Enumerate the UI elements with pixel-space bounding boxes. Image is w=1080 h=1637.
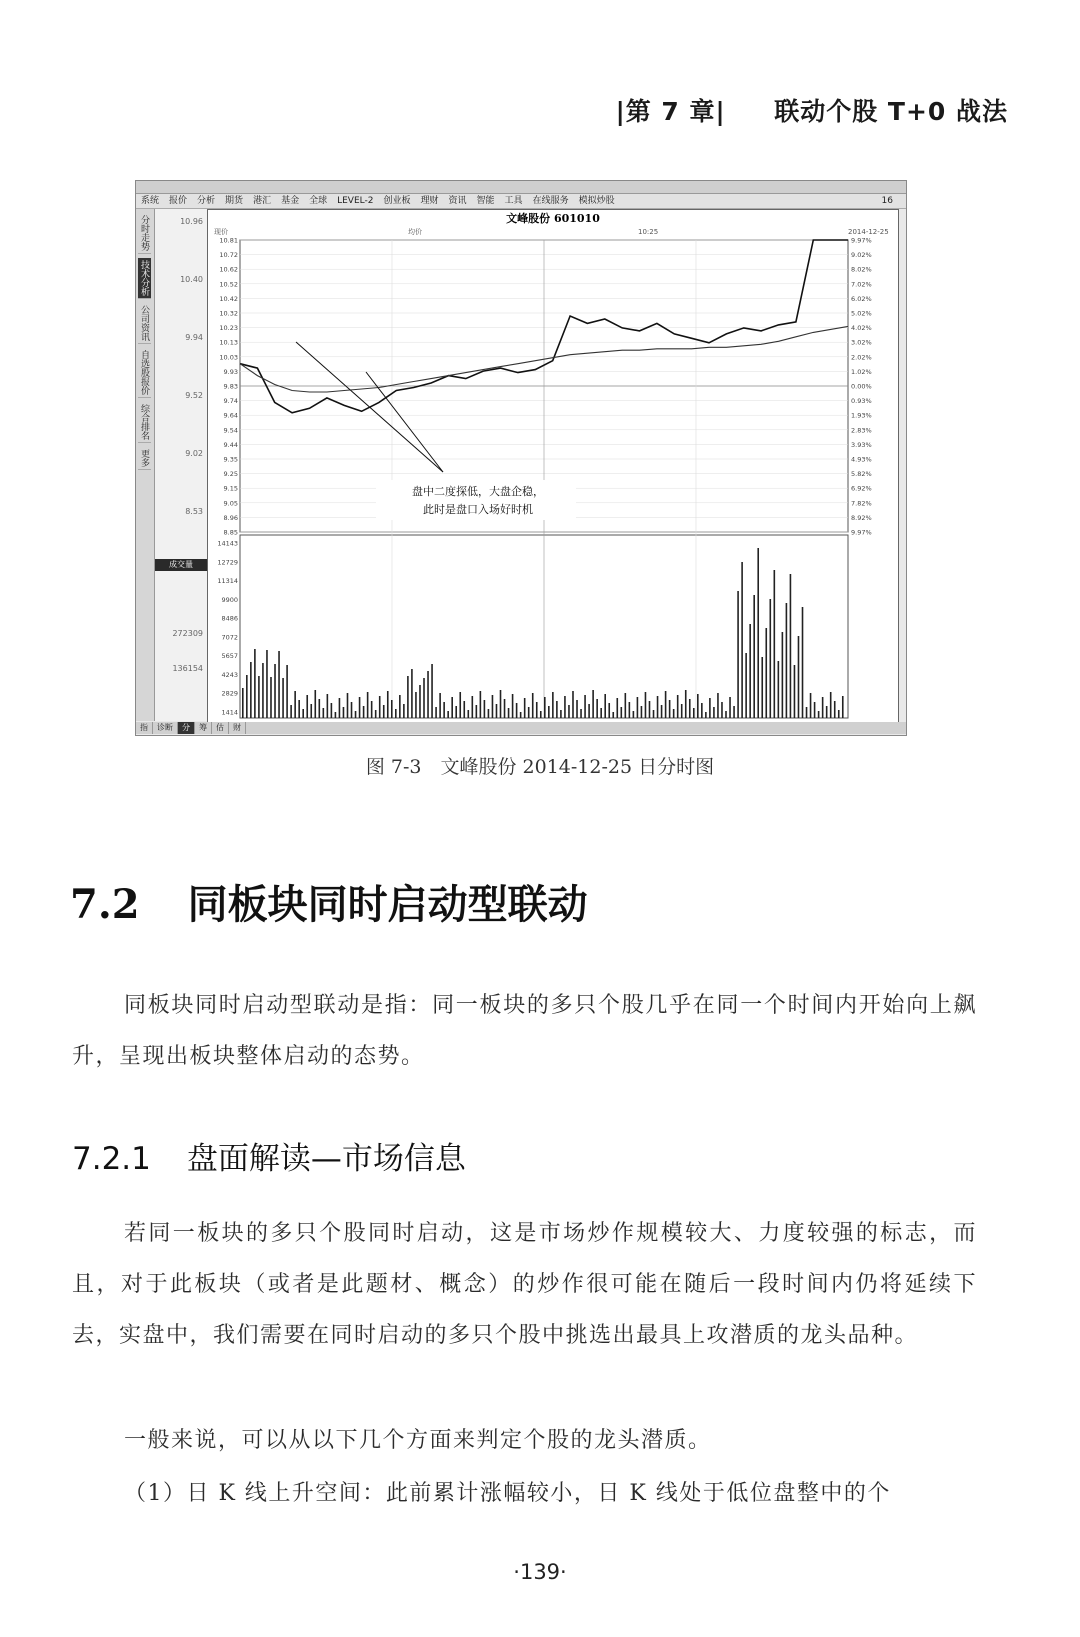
price-tick-label: 9.64 <box>223 411 238 420</box>
bottom-tab[interactable]: 估 <box>212 722 229 734</box>
price-tick-label: 9.35 <box>223 455 238 464</box>
volume-bar <box>310 704 312 718</box>
volume-bar <box>512 694 514 718</box>
menu-item[interactable]: 在线服务 <box>532 196 569 206</box>
volume-bar <box>327 694 329 718</box>
pct-tick-label: 4.93% <box>851 455 872 464</box>
pct-tick-label: 5.82% <box>851 470 872 479</box>
volume-bar <box>258 676 260 718</box>
volume-bar <box>697 694 699 718</box>
volume-bar <box>246 675 248 718</box>
volume-bar <box>302 709 304 718</box>
volume-bar <box>616 698 618 718</box>
volume-bar <box>298 700 300 718</box>
volume-bar <box>463 701 465 718</box>
volume-bar <box>371 701 373 718</box>
volume-bar <box>476 705 478 718</box>
volume-bar <box>681 704 683 718</box>
volume-bar <box>484 700 486 718</box>
volume-bar <box>496 704 498 718</box>
volume-bar <box>492 695 494 718</box>
pct-tick-label: 9.97% <box>851 528 872 537</box>
price-tick-label: 9.15 <box>223 484 238 493</box>
volume-bar <box>649 701 651 718</box>
volume-bar <box>270 677 272 718</box>
volume-tick-label: 4243 <box>221 670 238 679</box>
volume-bar <box>403 704 405 718</box>
volume-bar <box>560 710 562 718</box>
volume-bar <box>532 693 534 718</box>
volume-bar <box>838 710 840 718</box>
volume-bar <box>552 692 554 718</box>
bottom-tab[interactable]: 财 <box>229 722 246 734</box>
volume-bar <box>431 664 433 718</box>
volume-bar <box>500 690 502 718</box>
avg-header-label: 均价 <box>408 228 422 236</box>
volume-bar <box>343 707 345 718</box>
menu-item[interactable]: 报价 <box>169 196 188 206</box>
volume-bar <box>443 702 445 718</box>
volume-bar <box>335 712 337 718</box>
volume-bar <box>641 706 643 718</box>
volume-bar <box>818 711 820 718</box>
volume-bar <box>834 701 836 718</box>
menu-item[interactable]: 工具 <box>504 196 523 206</box>
price-tick-label: 8.96 <box>223 513 238 522</box>
paragraph-1: 同板块同时启动型联动是指：同一板块的多只个股几乎在同一个时间内开始向上飙升，呈现出板块整体启动的态势。 <box>72 993 977 1069</box>
menu-bar <box>136 194 906 209</box>
volume-bar <box>351 702 353 718</box>
section-number: 7.2 <box>70 881 140 928</box>
menu-item[interactable]: 全球 <box>309 196 328 206</box>
volume-bar <box>294 691 296 718</box>
volume-bar <box>447 711 449 718</box>
price-tick-label: 9.44 <box>223 440 238 449</box>
volume-tick-label: 8486 <box>221 614 238 623</box>
volume-bar <box>822 697 824 718</box>
price-tick-label: 9.25 <box>223 470 238 479</box>
left-volume-label: 272309 <box>172 629 203 638</box>
volume-bar <box>753 595 755 718</box>
volume-tick-label: 11314 <box>217 577 238 586</box>
volume-bar <box>455 706 457 718</box>
volume-bar <box>282 678 284 718</box>
subsection-heading <box>72 1133 466 1178</box>
volume-bar <box>677 695 679 718</box>
volume-tick-label: 5657 <box>221 652 238 661</box>
volume-bar <box>435 707 437 718</box>
volume-bar <box>693 708 695 718</box>
volume-bar <box>572 691 574 718</box>
volume-bar <box>375 710 377 718</box>
price-tick-label: 9.54 <box>223 426 238 435</box>
subsection-title: 盘面解读—市场信息 <box>186 1141 466 1177</box>
volume-bar <box>757 548 759 718</box>
time-header-label: 10:25 <box>638 228 659 236</box>
volume-bar <box>367 692 369 718</box>
pct-tick-label: 9.97% <box>851 236 872 245</box>
volume-bar <box>504 699 506 718</box>
volume-bar <box>290 705 292 718</box>
pct-tick-label: 2.02% <box>851 353 872 362</box>
pct-tick-label: 6.02% <box>851 294 872 303</box>
menu-item[interactable]: 分析 <box>197 196 216 206</box>
left-axis-panel <box>155 209 207 721</box>
volume-bar <box>576 700 578 718</box>
volume-bar <box>319 699 321 718</box>
volume-bar <box>657 696 659 718</box>
volume-bar <box>709 698 711 718</box>
volume-bar <box>524 698 526 718</box>
volume-bar <box>733 706 735 718</box>
volume-bar <box>488 709 490 718</box>
volume-bar <box>419 685 421 718</box>
volume-bar <box>314 690 316 718</box>
left-axis-label: 8.53 <box>185 507 203 516</box>
volume-bar <box>596 699 598 718</box>
volume-bar <box>407 676 409 718</box>
left-volume-label: 136154 <box>172 664 203 673</box>
volume-bar <box>363 706 365 718</box>
paragraph-4: （1）日 K 线上升空间：此前累计涨幅较小，日 K 线处于低位盘整中的个 <box>124 1481 891 1506</box>
volume-bar <box>331 703 333 718</box>
volume-bar <box>411 669 413 718</box>
price-tick-label: 9.93 <box>223 367 238 376</box>
volume-tick-label: 1414 <box>221 708 238 717</box>
volume-bar <box>254 649 256 718</box>
volume-bar <box>347 693 349 718</box>
window-title-bar <box>136 181 906 194</box>
pct-tick-label: 2.83% <box>851 426 872 435</box>
annotation-text-line2: 此时是盘口入场好时机 <box>423 503 533 516</box>
volume-bar <box>383 705 385 718</box>
volume-bar <box>713 707 715 718</box>
side-tabs <box>136 209 155 721</box>
price-tick-label: 9.74 <box>223 397 238 406</box>
volume-bar <box>568 705 570 718</box>
volume-bar <box>250 662 252 718</box>
running-header <box>616 92 1008 128</box>
pct-tick-label: 9.02% <box>851 251 872 260</box>
price-tick-label: 10.13 <box>219 338 238 347</box>
volume-bar <box>774 570 776 718</box>
annotation-arrow <box>366 372 443 472</box>
chart-svg <box>208 210 898 722</box>
volume-tick-label: 14143 <box>217 539 238 548</box>
volume-bar <box>778 661 780 718</box>
menu-item[interactable]: 港汇 <box>253 196 272 206</box>
bottom-tab[interactable]: 诊断 <box>153 722 178 734</box>
pct-tick-label: 3.02% <box>851 338 872 347</box>
price-tick-label: 10.81 <box>219 236 238 245</box>
volume-bar <box>536 702 538 718</box>
volume-bar <box>262 663 264 718</box>
volume-bar <box>685 690 687 718</box>
volume-bar <box>548 706 550 718</box>
price-tick-label: 9.05 <box>223 499 238 508</box>
volume-bar <box>653 710 655 718</box>
volume-bar <box>621 707 623 718</box>
chapter-label: |第 7 章| <box>615 97 726 126</box>
volume-bar <box>629 702 631 718</box>
pct-tick-label: 3.93% <box>851 440 872 449</box>
volume-bar <box>741 562 743 718</box>
volume-bar <box>423 678 425 718</box>
volume-bar <box>278 651 280 718</box>
volume-bar <box>379 696 381 718</box>
volume-bar <box>749 624 751 718</box>
volume-bar <box>782 632 784 718</box>
pct-tick-label: 7.02% <box>851 280 872 289</box>
volume-bar <box>564 696 566 718</box>
price-tick-label: 10.42 <box>219 294 238 303</box>
paragraph-3: 一般来说，可以从以下几个方面来判定个股的龙头潜质。 <box>124 1428 712 1453</box>
menu-item[interactable]: 系统 <box>141 196 160 206</box>
pct-tick-label: 4.02% <box>851 324 872 333</box>
menu-item[interactable]: LEVEL-2 <box>337 196 374 206</box>
volume-bar <box>286 665 288 718</box>
volume-bar <box>544 697 546 718</box>
volume-bar <box>540 711 542 718</box>
price-tick-label: 10.32 <box>219 309 238 318</box>
volume-bar <box>274 664 276 718</box>
menu-item[interactable]: 创业板 <box>383 196 411 206</box>
pct-tick-label: 8.92% <box>851 513 872 522</box>
menu-item[interactable]: 资讯 <box>448 196 467 206</box>
volume-bar <box>721 702 723 718</box>
volume-bar <box>399 695 401 718</box>
pct-tick-label: 8.02% <box>851 265 872 274</box>
price-tick-label: 10.03 <box>219 353 238 362</box>
bottom-tab[interactable]: 分 <box>178 722 195 734</box>
volume-bar <box>802 607 804 718</box>
volume-bar <box>661 705 663 718</box>
volume-bar <box>830 692 832 718</box>
pct-tick-label: 1.02% <box>851 367 872 376</box>
menu-item[interactable]: 基金 <box>281 196 300 206</box>
page-number: ·139· <box>513 1560 567 1584</box>
volume-bar <box>451 697 453 718</box>
side-tab[interactable]: 技术分析 <box>138 258 151 299</box>
price-tick-label: 10.23 <box>219 324 238 333</box>
volume-bar <box>415 692 417 718</box>
price-tick-label: 9.83 <box>223 382 238 391</box>
bottom-tab[interactable]: 筹 <box>195 722 212 734</box>
left-axis-label: 9.02 <box>185 449 203 458</box>
volume-bar <box>761 657 763 718</box>
chart-stock-title: 文峰股份 601010 <box>506 212 600 225</box>
volume-bar <box>717 693 719 718</box>
volume-bar <box>806 707 808 718</box>
volume-bar <box>798 636 800 718</box>
volume-bar <box>625 693 627 718</box>
volume-bar <box>459 692 461 718</box>
volume-bar <box>814 702 816 718</box>
subsection-number: 7.2.1 <box>72 1141 151 1177</box>
volume-tick-label: 2829 <box>221 689 238 698</box>
volume-bar <box>729 697 731 718</box>
pct-tick-label: 0.00% <box>851 382 872 391</box>
volume-bar <box>645 692 647 718</box>
menu-item[interactable]: 期货 <box>225 196 244 206</box>
side-tab[interactable]: 综合排名 <box>138 402 151 443</box>
volume-bar <box>701 703 703 718</box>
volume-bar <box>637 697 639 718</box>
volume-bar <box>266 650 268 718</box>
section-title: 同板块同时启动型联动 <box>187 881 588 928</box>
side-tab[interactable]: 公司资讯 <box>138 303 151 344</box>
volume-bar <box>826 706 828 718</box>
left-axis-label: 9.52 <box>185 391 203 400</box>
volume-bar <box>673 709 675 718</box>
volume-bar <box>520 712 522 718</box>
chart-area <box>207 209 899 723</box>
menu-item[interactable]: 模拟炒股 <box>578 196 615 206</box>
volume-bar <box>391 700 393 718</box>
volume-bar <box>323 708 325 718</box>
side-tab[interactable]: 更多 <box>138 447 151 470</box>
volume-bar <box>584 695 586 718</box>
left-axis-label: 10.40 <box>180 275 203 284</box>
volume-bar <box>612 712 614 718</box>
volume-bar <box>439 693 441 718</box>
volume-bar <box>604 694 606 718</box>
volume-bar <box>765 628 767 718</box>
volume-bar <box>600 708 602 718</box>
volume-tick-label: 9900 <box>221 595 238 604</box>
volume-bar <box>480 691 482 718</box>
volume-bar <box>580 709 582 718</box>
volume-bar <box>794 665 796 718</box>
volume-bar <box>737 591 739 718</box>
bottom-tab[interactable]: 指 <box>136 722 153 734</box>
pct-tick-label: 0.93% <box>851 397 872 406</box>
pct-tick-label: 1.93% <box>851 411 872 420</box>
volume-bar <box>608 703 610 718</box>
volume-bar <box>745 653 747 718</box>
price-header-label: 现价 <box>214 228 228 236</box>
volume-bar <box>769 599 771 718</box>
volume-bar <box>705 712 707 718</box>
side-tab[interactable]: 自选股报价 <box>138 348 151 398</box>
volume-bar <box>516 703 518 718</box>
price-tick-label: 8.85 <box>223 528 238 537</box>
volume-bar <box>556 701 558 718</box>
volume-bar <box>359 697 361 718</box>
volume-bar <box>339 698 341 718</box>
volume-bar <box>355 711 357 718</box>
paragraph-2: 若同一板块的多只个股同时启动，这是市场炒作规模较大、力度较强的标志，而且，对于此板块（或者是此题材、概念）的炒作很可能在随后一段时间内仍将延续下去，实盘中，我们需要在同时启动的多只个股中挑选出最具上攻潜质的龙头品种。 <box>72 1221 977 1348</box>
pct-tick-label: 7.82% <box>851 499 872 508</box>
annotation-arrow <box>296 342 443 472</box>
volume-bar <box>395 709 397 718</box>
pct-tick-label: 5.02% <box>851 309 872 318</box>
volume-bar <box>427 671 429 718</box>
volume-bar <box>689 699 691 718</box>
left-axis-label: 10.96 <box>180 217 203 226</box>
annotation-text-line1: 盘中二度探低，大盘企稳， <box>412 485 544 498</box>
bottom-tab-bar <box>136 722 906 734</box>
date-label: 2014-12-25 <box>848 228 889 236</box>
volume-bar <box>508 708 510 718</box>
volume-bar <box>306 695 308 718</box>
volume-bar <box>786 603 788 718</box>
menu-item[interactable]: 理财 <box>420 196 439 206</box>
volume-bar <box>633 711 635 718</box>
volume-bar <box>387 691 389 718</box>
volume-tick-label: 7072 <box>221 633 238 642</box>
section-heading <box>70 873 588 930</box>
volume-bar <box>665 691 667 718</box>
volume-label: 成交量 <box>155 559 207 571</box>
left-axis-label: 9.94 <box>185 333 203 342</box>
volume-bar <box>467 710 469 718</box>
volume-bar <box>725 711 727 718</box>
volume-bar <box>528 707 530 718</box>
menu-right-number: 16 <box>881 196 893 206</box>
volume-bar <box>472 696 474 718</box>
price-tick-label: 10.52 <box>219 280 238 289</box>
volume-tick-label: 12729 <box>217 558 238 567</box>
chapter-title: 联动个股 T+0 战法 <box>774 97 1008 126</box>
volume-bar <box>810 693 812 718</box>
price-tick-label: 10.72 <box>219 251 238 260</box>
price-tick-label: 10.62 <box>219 265 238 274</box>
volume-bar <box>669 700 671 718</box>
volume-bar <box>790 574 792 718</box>
volume-bar <box>242 688 244 718</box>
volume-bar <box>842 696 844 718</box>
pct-tick-label: 6.92% <box>851 484 872 493</box>
side-tab[interactable]: 分时走势 <box>138 213 151 254</box>
volume-bar <box>592 690 594 718</box>
volume-bar <box>588 704 590 718</box>
figure-caption: 图 7-3 文峰股份 2014-12-25 日分时图 <box>365 756 715 778</box>
intraday-chart-figure <box>135 180 907 736</box>
menu-item[interactable]: 智能 <box>476 196 495 206</box>
